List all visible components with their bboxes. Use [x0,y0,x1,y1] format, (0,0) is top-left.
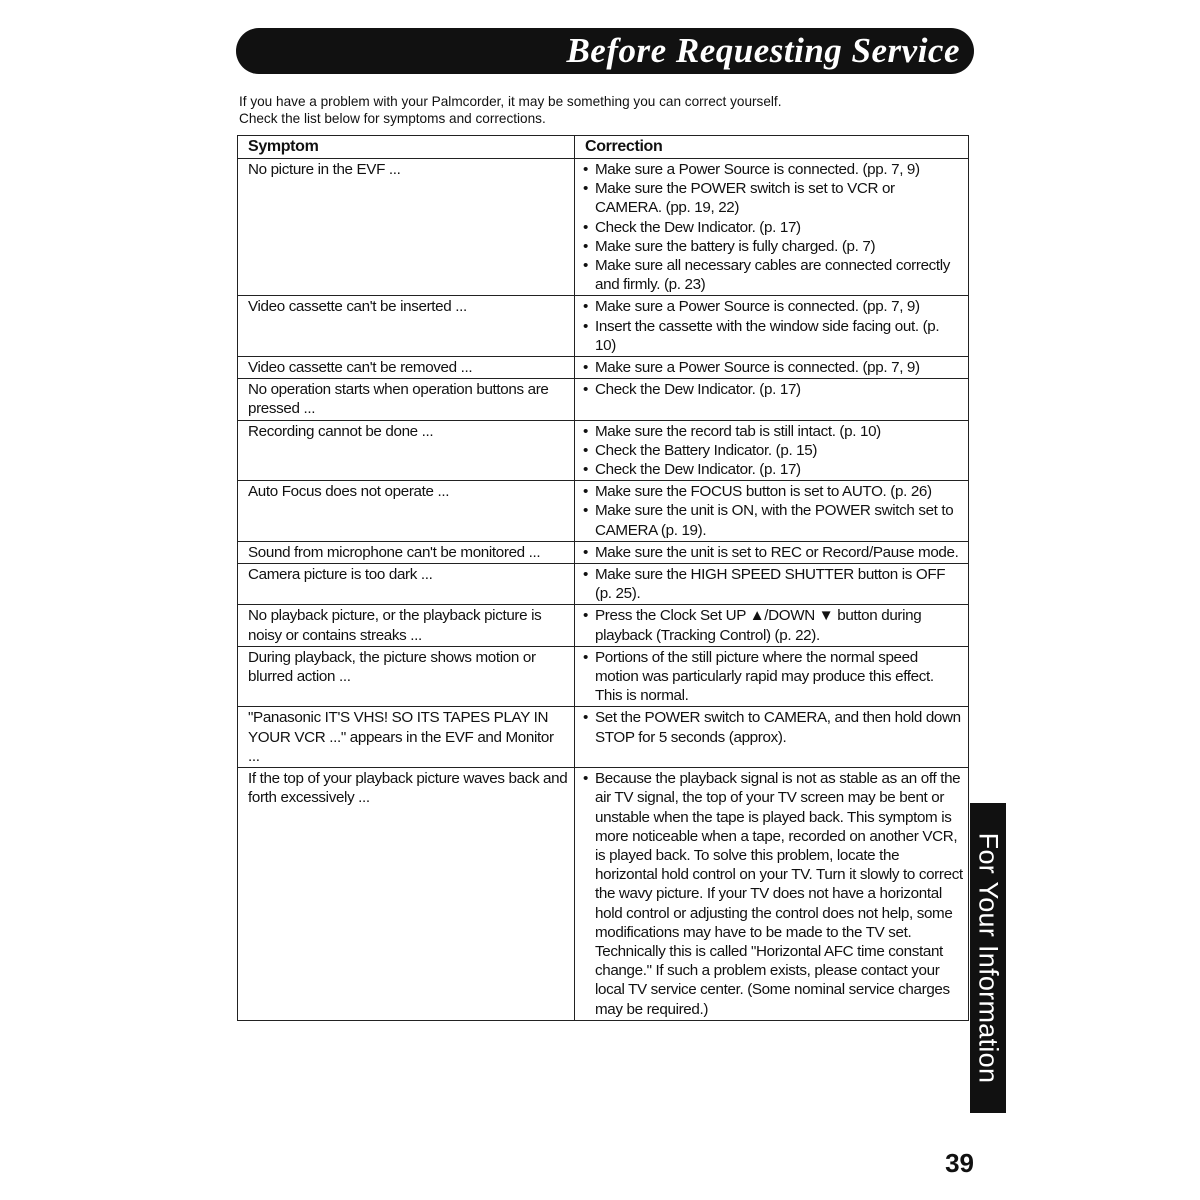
correction-text: Make sure a Power Source is connected. (pp. 7, 9) [595,298,920,316]
correction-item [583,358,964,377]
correction-cell [575,379,969,420]
bullet-icon: • [583,237,588,255]
correction-text: Make sure the unit is ON, with the POWER switch set to CAMERA (p. 19). [595,502,954,539]
correction-cell [575,357,969,379]
correction-text: Check the Battery Indicator. (p. 15) [595,441,818,459]
correction-cell [575,768,969,1021]
correction-text: Make sure all necessary cables are connected correctly and firmly. (p. 23) [595,257,951,294]
symptom-cell: No picture in the EVF ... [238,159,575,296]
correction-text: Make sure the battery is fully charged. (p. 7) [595,237,876,255]
correction-item [583,501,964,539]
correction-text: Make sure a Power Source is connected. (pp. 7, 9) [595,161,920,178]
bullet-icon: • [583,441,588,459]
bullet-icon: • [583,317,588,335]
bullet-icon: • [583,607,588,625]
table-row [238,481,969,542]
bullet-icon: • [583,483,588,501]
correction-item [583,297,964,316]
symptom-cell: No playback picture, or the playback picture is noisy or contains streaks ... [238,605,575,646]
correction-cell [575,159,969,296]
symptom-cell: Sound from microphone can't be monitored ... [238,541,575,563]
bullet-icon: • [583,566,588,584]
correction-column-header: Correction [575,136,969,159]
correction-item [583,708,964,746]
correction-item [583,769,964,1019]
correction-item [583,317,964,355]
table-row [238,296,969,357]
correction-cell [575,420,969,481]
bullet-icon: • [583,359,588,377]
symptom-cell: "Panasonic IT'S VHS! SO ITS TAPES PLAY IN YOUR VCR ..." appears in the EVF and Monitor ... [238,707,575,768]
correction-text: Press the Clock Set UP ▲/DOWN ▼ button during playback (Tracking Control) (p. 22). [595,607,922,644]
intro-text [239,93,969,127]
correction-text: Set the POWER switch to CAMERA, and then hold down STOP for 5 seconds (approx). [595,709,961,746]
page-number: 39 [945,1148,974,1178]
correction-item [583,256,964,294]
bullet-icon: • [583,461,588,479]
table-row [238,605,969,646]
table-row [238,768,969,1021]
correction-item [583,482,964,501]
symptom-cell: If the top of your playback picture waves back and forth excessively ... [238,768,575,1021]
correction-item [583,160,964,179]
correction-item [583,648,964,706]
intro-line-1: If you have a problem with your Palmcorder, it may be something you can correct yourself. [239,94,782,109]
correction-text: Make sure the unit is set to REC or Record/Pause mode. [595,543,959,561]
correction-item [583,422,964,441]
symptom-cell: No operation starts when operation buttons are pressed ... [238,379,575,420]
bullet-icon: • [583,422,588,440]
correction-cell [575,564,969,605]
section-side-tab [970,803,1006,1113]
table-body [238,159,969,1021]
troubleshooting-table [237,135,969,1021]
correction-cell [575,296,969,357]
correction-item [583,565,964,603]
correction-cell [575,707,969,768]
correction-item [583,179,964,217]
correction-item [583,606,964,644]
table-header-row [238,136,969,159]
bullet-icon: • [583,381,588,399]
table-row [238,379,969,420]
title-banner [236,28,974,74]
correction-text: Check the Dew Indicator. (p. 17) [595,218,801,236]
correction-item [583,441,964,460]
correction-text: Portions of the still picture where the normal speed motion was particularly rapid may produce this effect. This is normal. [595,648,934,705]
bullet-icon: • [583,502,588,520]
correction-item [583,460,964,479]
correction-text: Check the Dew Indicator. (p. 17) [595,381,801,399]
correction-text: Make sure a Power Source is connected. (pp. 7, 9) [595,359,920,377]
correction-text: Make sure the HIGH SPEED SHUTTER button is OFF (p. 25). [595,566,946,603]
bullet-icon: • [583,709,588,727]
correction-text: Because the playback signal is not as stable as an off the air TV signal, the top of your TV screen may be bent or unstable when the tape is played back. This symptom is more noticeable when a tape, recorded on another VCR, is played back. To solve this problem, locate the horizontal hold control on your TV. Turn it slowly to correct the wavy picture. If your TV does not have a horizontal hold control or adjusting the control does not help, some modifications may have to be made to the TV set. Technically this is called "Horizontal AFC time constant change." If such a problem exists, please contact your local TV service center. (Some nominal service charges may be required.) [595,770,963,1018]
symptom-cell: Video cassette can't be inserted ... [238,296,575,357]
bullet-icon: • [583,648,588,666]
bullet-icon: • [583,770,588,788]
symptom-column-header: Symptom [238,136,575,159]
table-row [238,159,969,296]
table-row [238,541,969,563]
table-row [238,357,969,379]
symptom-cell: Camera picture is too dark ... [238,564,575,605]
table-row [238,646,969,707]
bullet-icon: • [583,257,588,275]
correction-item [583,380,964,399]
symptom-cell: Recording cannot be done ... [238,420,575,481]
table-row [238,420,969,481]
correction-item [583,237,964,256]
correction-text: Make sure the FOCUS button is set to AUTO. (p. 26) [595,483,932,501]
intro-line-2: Check the list below for symptoms and corrections. [239,111,546,126]
symptom-cell: During playback, the picture shows motion or blurred action ... [238,646,575,707]
table-row [238,564,969,605]
page-title: Before Requesting Service [566,31,960,70]
correction-text: Make sure the record tab is still intact. (p. 10) [595,422,881,440]
correction-item [583,218,964,237]
bullet-icon: • [583,161,588,178]
bullet-icon: • [583,543,588,561]
correction-text: Check the Dew Indicator. (p. 17) [595,461,801,479]
symptom-cell: Video cassette can't be removed ... [238,357,575,379]
correction-item [583,543,964,562]
correction-cell [575,605,969,646]
correction-text: Make sure the POWER switch is set to VCR or CAMERA. (pp. 19, 22) [595,180,895,217]
bullet-icon: • [583,298,588,316]
table-row [238,707,969,768]
correction-cell [575,541,969,563]
correction-cell [575,646,969,707]
correction-text: Insert the cassette with the window side facing out. (p. 10) [595,317,940,354]
side-tab-label: For Your Information [973,832,1004,1084]
symptom-cell: Auto Focus does not operate ... [238,481,575,542]
bullet-icon: • [583,218,588,236]
correction-cell [575,481,969,542]
bullet-icon: • [583,180,588,198]
